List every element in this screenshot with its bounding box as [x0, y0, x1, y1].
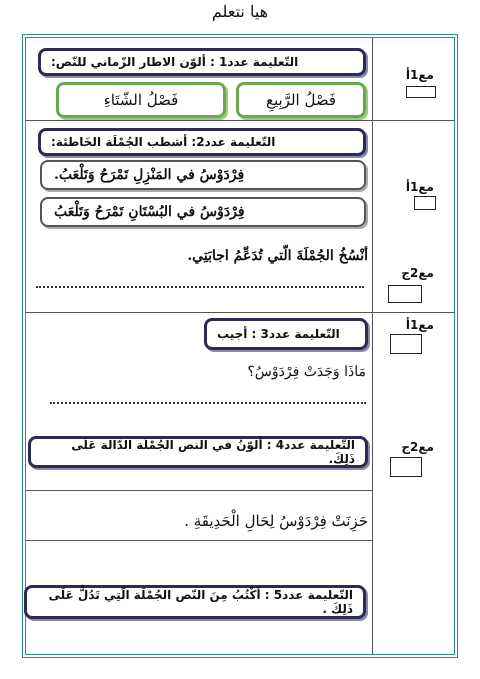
criterion-box-2[interactable] [414, 196, 436, 210]
section-divider [26, 540, 372, 541]
instruction-1-text: التّعليمة عدد1 : ألوّن الاطار الزّماني للنّص: [51, 55, 299, 69]
section-divider [26, 120, 454, 121]
instruction-2 [38, 128, 366, 156]
instruction-4-text: التّعليمة عدد4 : ألوّنُ في النص الجُمْلَة الدّالة عَلَى ذَلِكَ. [71, 438, 355, 466]
choice-spring-label: فَصْلُ الرَّبِيعِ [266, 91, 337, 109]
copy-prompt: أنْسُخُ الجُمْلَةَ الّتي تُدَعِّمُ اجابَتِي. [187, 248, 368, 264]
section-divider [26, 490, 372, 491]
criterion-label-1: مع1أ [405, 68, 434, 82]
instruction-5 [24, 585, 366, 619]
answer-line-3[interactable] [50, 402, 366, 404]
question-3-text: مَاذَا وَجَدَتْ فِرْدَوْسُ؟ [247, 364, 366, 380]
instruction-5-text: التّعليمة عدد5 : أكْتُبُ مِنَ النّص الجُمْلَة الّتِي تَدُلُّ عَلَى ذَلِكَ . [48, 588, 353, 616]
sentence-option-1-text: فِرْدَوْسُ في المَنْزِلِ تَمْرَحُ وَتَلْعَبُ. [54, 167, 245, 183]
criterion-box-1[interactable] [406, 86, 436, 98]
sentence-option-1[interactable] [40, 160, 366, 190]
criterion-label-2: مع1أ [405, 180, 434, 194]
choice-winter[interactable] [56, 82, 226, 118]
choice-winter-label: فَصْلُ الشّتَاءِ [103, 91, 179, 109]
story-sentence: حَزِنَتْ فِرْدَوْسُ لِحَالِ الْحَدِيقَةِ . [184, 512, 368, 530]
criterion-box-5[interactable] [390, 457, 422, 477]
criterion-box-4[interactable] [390, 334, 422, 354]
instruction-3-text: التّعليمة عدد3 : أجيب [217, 327, 340, 341]
criterion-box-3[interactable] [388, 285, 422, 303]
choice-spring[interactable] [236, 82, 366, 118]
answer-line-2[interactable] [36, 286, 364, 288]
page-title: هيا نتعلم [211, 2, 269, 21]
instruction-3 [204, 318, 368, 350]
sentence-option-2[interactable] [40, 197, 366, 227]
section-divider [26, 312, 454, 313]
instruction-4 [28, 436, 368, 468]
criteria-column-divider [372, 38, 373, 654]
criterion-label-4: مع1أ [405, 318, 434, 332]
instruction-1 [38, 48, 366, 76]
criterion-label-3: مع2ج [401, 266, 434, 280]
criterion-label-5: مع2ج [401, 440, 434, 454]
sentence-option-2-text: فِرْدَوْسُ في البُسْتَانِ تَمْرَحُ وَتَلْعَبُ [54, 204, 245, 220]
instruction-2-text: التّعليمة عدد2: أشطب الجُمْلَة الخَاطئة: [51, 135, 276, 149]
